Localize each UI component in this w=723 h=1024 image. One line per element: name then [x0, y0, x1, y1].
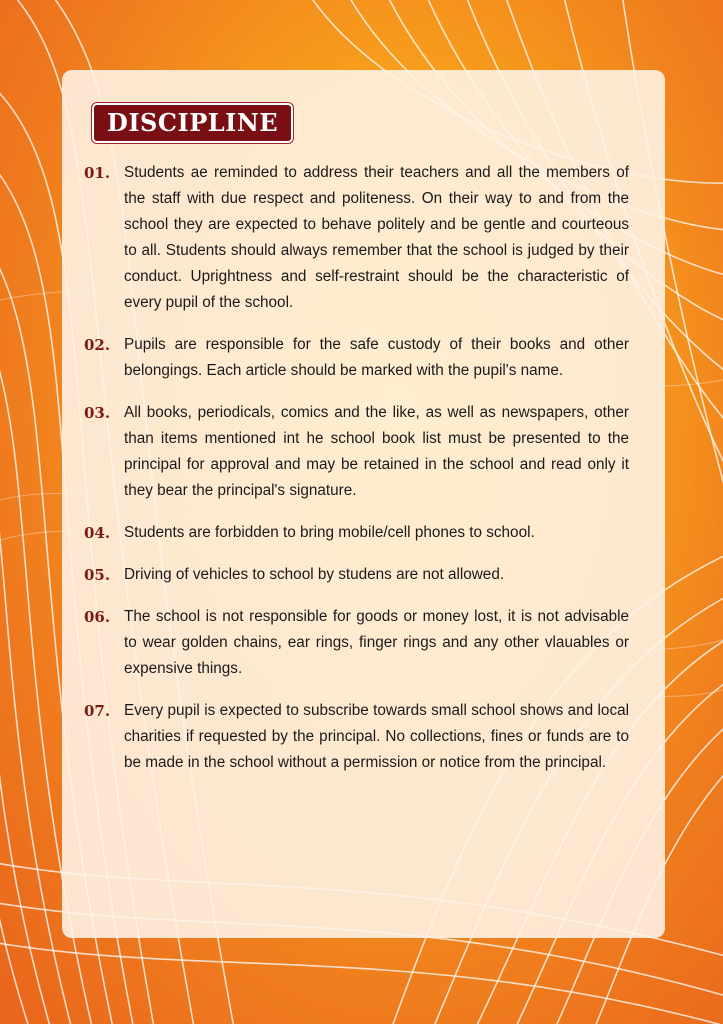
rule-item	[84, 562, 629, 588]
rule-number: 06.	[84, 608, 111, 626]
rule-text: Pupils are responsible for the safe custody of their books and other belongings. Each article should be marked with the pupil's name.	[124, 336, 629, 379]
rule-item	[84, 332, 629, 384]
rule-text: Students ae reminded to address their teachers and all the members of the staff with due respect and politeness. On their way to and from the school they are expected to behave politely and be gentle and courteous to all. Students should always remember that the school is judged by their conduct. Uprightness and self-restraint should be the characteristic of every pupil of the school.	[124, 164, 629, 311]
rule-text: All books, periodicals, comics and the like, as well as newspapers, other than items mentioned int he school book list must be presented to the principal for approval and may be retained in the school and read only it they bear the principal's signature.	[124, 404, 629, 499]
rule-number: 01.	[84, 164, 111, 182]
rule-text: Students are forbidden to bring mobile/cell phones to school.	[124, 524, 535, 541]
rule-number: 04.	[84, 524, 111, 542]
rule-number: 07.	[84, 702, 111, 720]
rule-number: 02.	[84, 336, 111, 354]
rule-number: 05.	[84, 566, 111, 584]
page-heading: DISCIPLINE	[92, 103, 293, 143]
rule-number: 03.	[84, 404, 111, 422]
rule-text: Driving of vehicles to school by studens are not allowed.	[124, 566, 505, 583]
rule-item	[84, 698, 629, 776]
discipline-rules-list	[84, 160, 629, 776]
rule-item	[84, 604, 629, 682]
rule-item	[84, 160, 629, 316]
rule-item	[84, 400, 629, 504]
rule-text: Every pupil is expected to subscribe towards small school shows and local charities if requested by the principal. No collections, fines or funds are to be made in the school without a permission or notice from the principal.	[124, 702, 629, 771]
rule-item	[84, 520, 629, 546]
rule-text: The school is not responsible for goods or money lost, it is not advisable to wear golden chains, ear rings, finger rings and any other vlauables or expensive things.	[124, 608, 629, 677]
